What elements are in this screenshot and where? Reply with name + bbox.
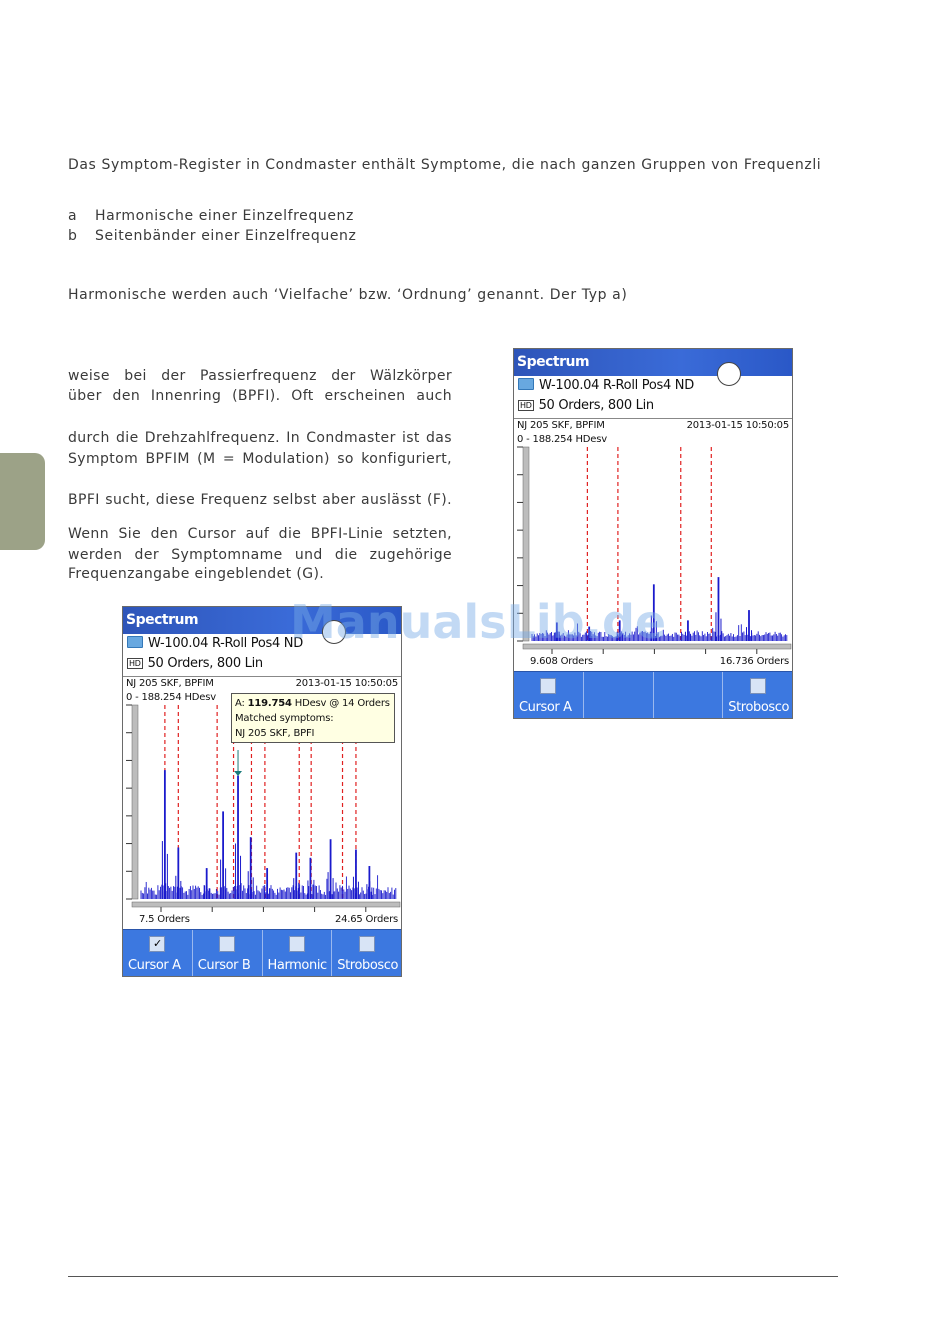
list-text: Seitenbänder einer Einzelfrequenz xyxy=(95,228,357,244)
point-name: W-100.04 R-Roll Pos4 ND xyxy=(148,636,303,651)
chapter-tab xyxy=(0,453,45,550)
folder-icon xyxy=(127,636,143,648)
x-start-label: 7.5 Orders xyxy=(139,914,190,925)
symptom-label: NJ 205 SKF, BPFIM xyxy=(126,678,214,689)
watermark: ManualsLib.de xyxy=(290,595,667,649)
spectrum-plot[interactable] xyxy=(123,677,401,929)
softkey-bar xyxy=(514,671,792,718)
cursor-b-button[interactable]: Cursor B xyxy=(193,930,263,976)
body-line: Frequenzangabe eingeblendet (G). xyxy=(68,566,325,582)
checkbox-icon xyxy=(359,936,375,952)
list-marker: a xyxy=(68,208,78,224)
body-line: BPFI sucht, diese Frequenz selbst aber auslässt (F). xyxy=(68,492,452,508)
list-marker: b xyxy=(68,228,78,244)
x-end-label: 24.65 Orders xyxy=(334,914,398,925)
checkbox-icon xyxy=(219,936,235,952)
stroboscope-button[interactable]: Strobosco xyxy=(723,672,792,718)
hd-icon: HD xyxy=(520,401,532,410)
checkbox-checked-icon: ✓ xyxy=(149,936,165,952)
checkbox-icon xyxy=(540,678,556,694)
point-name: W-100.04 R-Roll Pos4 ND xyxy=(539,378,694,393)
measurement-name: 50 Orders, 800 Lin xyxy=(147,656,263,671)
spectrum-screen-right xyxy=(513,348,793,719)
stroboscope-button[interactable]: Strobosco xyxy=(332,930,401,976)
screen-header xyxy=(514,376,792,419)
intro-paragraph: Das Symptom-Register in Condmaster enthält Symptome, die nach ganzen Gruppen von Frequenzli xyxy=(68,157,822,173)
x-axis-bar xyxy=(132,902,400,907)
body-line: Symptom BPFIM (M = Modulation) so konfiguriert, xyxy=(68,451,452,467)
datetime-label: 2013-01-15 10:50:05 xyxy=(295,678,398,689)
cursor-arrow-icon xyxy=(234,771,242,776)
screen-title: Spectrum xyxy=(514,349,792,376)
body-line: Wenn Sie den Cursor auf die BPFI-Linie setzten, xyxy=(68,526,452,542)
list-item xyxy=(68,208,354,224)
range-label: 0 - 188.254 HDesv xyxy=(517,434,607,445)
x-end-label: 16.736 Orders xyxy=(719,656,789,667)
checkbox-icon xyxy=(750,678,766,694)
cursor-tooltip: A: 119.754 HDesv @ 14 Orders Matched symptoms: NJ 205 SKF, BPFI xyxy=(231,693,395,743)
range-label: 0 - 188.254 HDesv xyxy=(126,692,216,703)
spectrum-screen-left xyxy=(122,606,402,977)
softkey-2[interactable] xyxy=(584,672,654,718)
checkbox-icon xyxy=(289,936,305,952)
y-axis-bar xyxy=(132,705,138,899)
symptom-label: NJ 205 SKF, BPFIM xyxy=(517,420,605,431)
body-line: weise bei der Passierfrequenz der Wälzkörper xyxy=(68,368,452,384)
harmonic-button[interactable]: Harmonic xyxy=(263,930,333,976)
body-line: werden der Symptomname und die zugehörige xyxy=(68,547,452,563)
body-line: über den Innenring (BPFI). Oft erscheinen auch xyxy=(68,388,452,404)
cursor-a-button[interactable]: ✓ Cursor A xyxy=(123,930,193,976)
list-item xyxy=(68,228,357,244)
cursor-a-button[interactable]: Cursor A xyxy=(514,672,584,718)
folder-icon xyxy=(518,378,534,390)
datetime-label: 2013-01-15 10:50:05 xyxy=(686,420,789,431)
list-text: Harmonische einer Einzelfrequenz xyxy=(95,208,354,224)
body-line: durch die Drehzahlfrequenz. In Condmaster ist das xyxy=(68,430,452,446)
harmonics-paragraph: Harmonische werden auch ‘Vielfache’ bzw. ‘Ordnung’ genannt. Der Typ a) xyxy=(68,287,628,303)
softkey-3[interactable] xyxy=(654,672,724,718)
screen-title: Spectrum xyxy=(123,607,401,634)
hd-icon: HD xyxy=(129,659,141,668)
x-start-label: 9.608 Orders xyxy=(530,656,594,667)
footer-rule xyxy=(68,1276,838,1277)
measurement-name: 50 Orders, 800 Lin xyxy=(538,398,654,413)
softkey-bar xyxy=(123,929,401,976)
